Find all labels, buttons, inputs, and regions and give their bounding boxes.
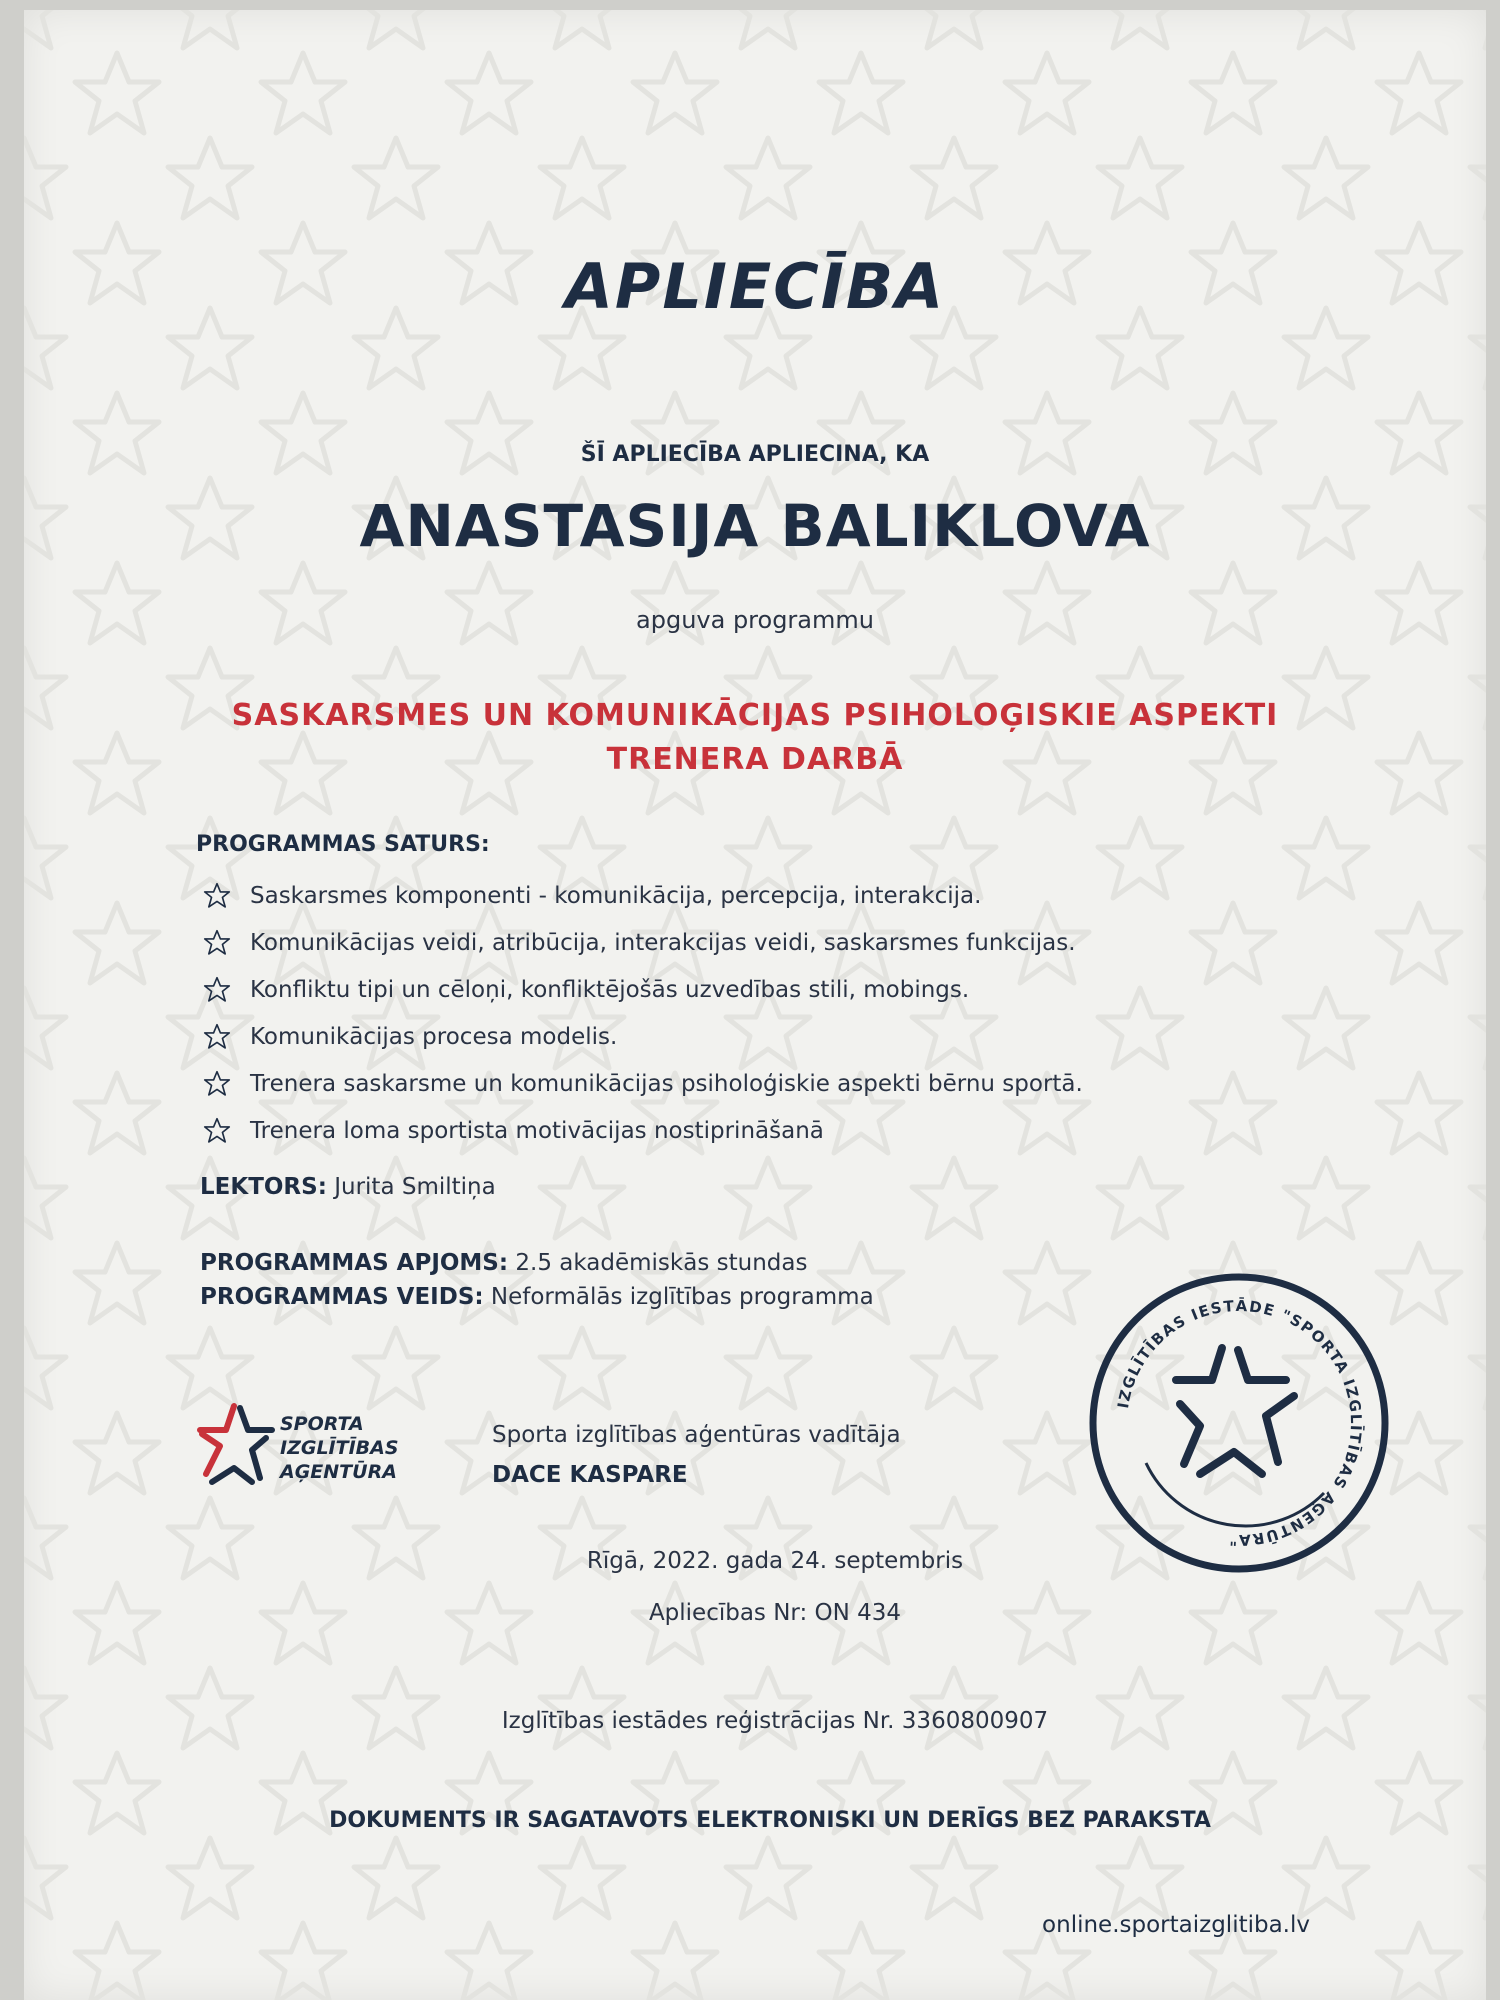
certificate-sheet — [24, 10, 1486, 2000]
agency-logo-star-icon — [192, 1400, 276, 1490]
official-seal — [1084, 1268, 1394, 1578]
program-volume-label: PROGRAMMAS APJOMS: — [200, 1250, 509, 1276]
list-item-text: Trenera saskarsme un komunikācijas psiholoģiskie aspekti bērnu sportā. — [250, 1070, 1083, 1097]
list-item — [200, 1060, 1400, 1107]
website-link[interactable]: online.sportaizglitiba.lv — [1042, 1912, 1310, 1938]
recipient-name: ANASTASIJA BALIKLOVA — [359, 492, 1151, 560]
list-item-text: Trenera loma sportista motivācijas nostiprināšanā — [250, 1117, 824, 1144]
director-role: Sporta izglītības aģentūras vadītāja — [492, 1422, 901, 1448]
list-item-text: Saskarsmes komponenti - komunikācija, percepcija, interakcija. — [250, 882, 982, 909]
star-bullet-icon — [200, 928, 234, 958]
list-item-text: Komunikācijas veidi, atribūcija, interakcijas veidi, saskarsmes funkcijas. — [250, 929, 1076, 956]
list-item-text: Komunikācijas procesa modelis. — [250, 1023, 618, 1050]
lecturer-value: Jurita Smiltiņa — [334, 1174, 496, 1200]
place-and-date: Rīgā, 2022. gada 24. septembris — [586, 1548, 964, 1574]
program-type-value: Neformālās izglītības programma — [490, 1284, 874, 1310]
star-bullet-icon — [200, 975, 234, 1005]
list-item — [200, 1107, 1400, 1154]
program-title — [24, 694, 1486, 782]
star-bullet-icon — [200, 1069, 234, 1099]
program-volume-value: 2.5 akadēmiskās stundas — [515, 1250, 808, 1276]
certificate-title: APLIECĪBA — [564, 250, 946, 323]
list-item-text: Konfliktu tipi un cēloņi, konfliktējošās uzvedības stili, mobings. — [250, 976, 970, 1003]
registration-number: Izglītības iestādes reģistrācijas Nr. 3360800907 — [501, 1708, 1049, 1734]
star-bullet-icon — [200, 1116, 234, 1146]
certifies-line: ŠĪ APLIECĪBA APLIECINA, KA — [580, 442, 930, 467]
svg-text:IZGLĪTĪBAS IESTĀDE "SPORTA IZG — [1114, 1295, 1367, 1549]
program-title-line-1: SASKARSMES UN KOMUNIKĀCIJAS PSIHOLOĢISKIE ASPEKTI — [231, 698, 1279, 733]
program-title-line-2: TRENERA DARBĀ — [606, 742, 904, 777]
program-contents-label: PROGRAMMAS SATURS: — [196, 832, 490, 857]
agency-logo-wordmark — [280, 1412, 399, 1484]
star-bullet-icon — [200, 1022, 234, 1052]
list-item — [200, 919, 1400, 966]
completed-line: apguva programmu — [636, 606, 874, 634]
logo-line-1: SPORTA — [280, 1413, 364, 1435]
logo-line-2: IZGLĪTĪBAS — [280, 1437, 399, 1459]
program-type-label: PROGRAMMAS VEIDS: — [200, 1284, 484, 1310]
agency-logo — [192, 1394, 432, 1504]
seal-ring-text: IZGLĪTĪBAS IESTĀDE "SPORTA IZGLĪTĪBAS AĢENTŪRA" — [1113, 1296, 1366, 1550]
lecturer-label: LEKTORS: — [200, 1174, 327, 1200]
list-item — [200, 872, 1400, 919]
seal-star-icon — [1176, 1348, 1294, 1474]
director-name: DACE KASPARE — [492, 1462, 688, 1488]
logo-line-3: AĢENTŪRA — [280, 1461, 397, 1483]
list-item — [200, 966, 1400, 1013]
program-type-line — [200, 1284, 874, 1310]
electronic-document-notice: DOKUMENTS IR SAGATAVOTS ELEKTRONISKI UN DERĪGS BEZ PARAKSTA — [329, 1808, 1211, 1833]
list-item — [200, 1013, 1400, 1060]
program-volume-line — [200, 1250, 807, 1276]
program-contents-list — [200, 872, 1400, 1154]
certificate-number: Apliecības Nr: ON 434 — [648, 1600, 902, 1626]
lecturer-line — [200, 1174, 496, 1200]
star-bullet-icon — [200, 881, 234, 911]
